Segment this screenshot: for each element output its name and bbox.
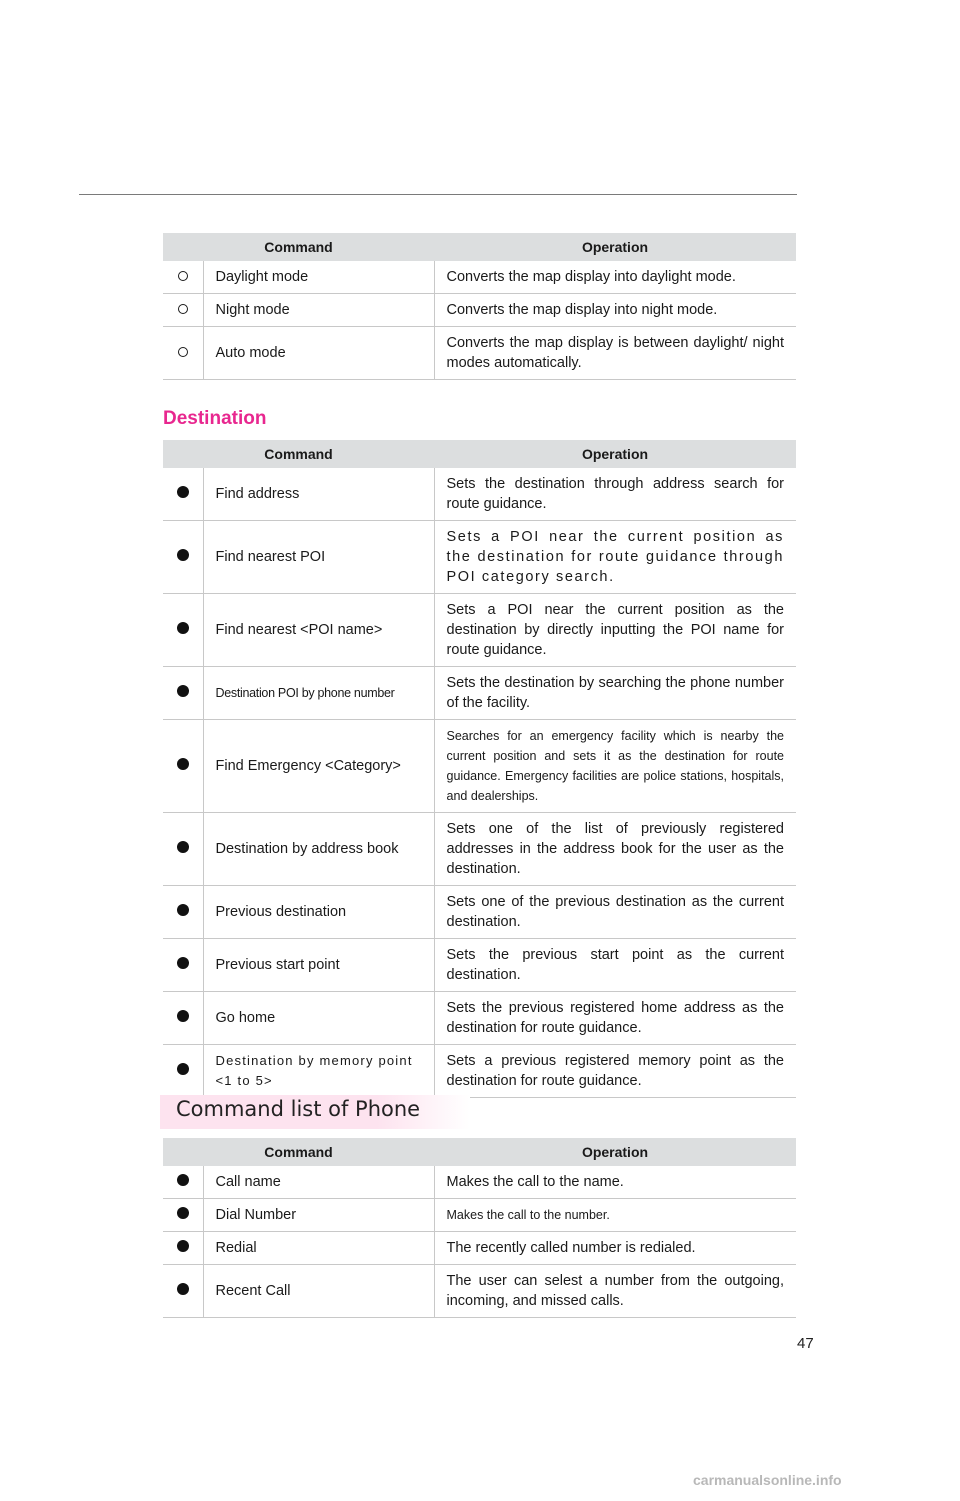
table-header-row bbox=[163, 233, 796, 261]
operation-column-header: Operation bbox=[434, 440, 796, 468]
page-number: 47 bbox=[797, 1335, 814, 1352]
operation-cell: Sets the previous start point as the current destination. bbox=[434, 939, 796, 992]
map-mode-table bbox=[163, 233, 796, 380]
table-row bbox=[163, 521, 796, 594]
operation-cell: Sets one of the list of previously registered addresses in the address book for the user as the destination. bbox=[434, 813, 796, 886]
command-cell: Find Emergency <Category> bbox=[203, 720, 434, 813]
operation-column-header: Operation bbox=[434, 1138, 796, 1166]
command-column-header: Command bbox=[163, 440, 434, 468]
operation-cell: Sets the previous registered home address as the destination for route guidance. bbox=[434, 992, 796, 1045]
command-cell: Recent Call bbox=[203, 1265, 434, 1318]
table-row bbox=[163, 813, 796, 886]
table-row bbox=[163, 468, 796, 521]
filled-bullet-icon bbox=[163, 594, 203, 667]
filled-bullet-icon bbox=[163, 1199, 203, 1232]
phone-section-title: Command list of Phone bbox=[176, 1097, 421, 1121]
filled-bullet-icon bbox=[163, 468, 203, 521]
table-row bbox=[163, 261, 796, 294]
command-cell: Find nearest POI bbox=[203, 521, 434, 594]
command-cell: Daylight mode bbox=[203, 261, 434, 294]
destination-heading: Destination bbox=[163, 408, 267, 429]
table-header-row bbox=[163, 440, 796, 468]
open-bullet-icon bbox=[163, 261, 203, 294]
table-row bbox=[163, 294, 796, 327]
operation-cell: Sets a previous registered memory point as the destination for route guidance. bbox=[434, 1045, 796, 1098]
command-cell: Redial bbox=[203, 1232, 434, 1265]
top-divider bbox=[79, 194, 797, 195]
table-row bbox=[163, 1199, 796, 1232]
table-row bbox=[163, 1232, 796, 1265]
filled-bullet-icon bbox=[163, 1232, 203, 1265]
command-cell: Go home bbox=[203, 992, 434, 1045]
command-column-header: Command bbox=[163, 1138, 434, 1166]
operation-cell: Sets the destination through address search for route guidance. bbox=[434, 468, 796, 521]
command-cell: Find address bbox=[203, 468, 434, 521]
filled-bullet-icon bbox=[163, 813, 203, 886]
operation-cell: Searches for an emergency facility which is nearby the current position and sets it as the destination for route guidance. Emergency facilities are police stations, hospitals, and dealerships. bbox=[434, 720, 796, 813]
table-row bbox=[163, 667, 796, 720]
table-row bbox=[163, 886, 796, 939]
command-cell: Destination by memory point <1 to 5> bbox=[203, 1045, 434, 1098]
filled-bullet-icon bbox=[163, 521, 203, 594]
filled-bullet-icon bbox=[163, 886, 203, 939]
command-cell: Previous destination bbox=[203, 886, 434, 939]
filled-bullet-icon bbox=[163, 720, 203, 813]
destination-table bbox=[163, 440, 796, 1098]
operation-cell: Makes the call to the name. bbox=[434, 1166, 796, 1199]
open-bullet-icon bbox=[163, 294, 203, 327]
command-cell: Night mode bbox=[203, 294, 434, 327]
table-row bbox=[163, 1265, 796, 1318]
filled-bullet-icon bbox=[163, 939, 203, 992]
operation-cell: The user can selest a number from the outgoing, incoming, and missed calls. bbox=[434, 1265, 796, 1318]
filled-bullet-icon bbox=[163, 667, 203, 720]
operation-cell: Sets a POI near the current position as the destination by directly inputting the POI name for route guidance. bbox=[434, 594, 796, 667]
command-cell: Destination POI by phone number bbox=[203, 667, 434, 720]
table-row bbox=[163, 327, 796, 380]
table-row bbox=[163, 939, 796, 992]
table-row bbox=[163, 1045, 796, 1098]
open-bullet-icon bbox=[163, 327, 203, 380]
command-cell: Find nearest <POI name> bbox=[203, 594, 434, 667]
filled-bullet-icon bbox=[163, 1045, 203, 1098]
filled-bullet-icon bbox=[163, 1265, 203, 1318]
filled-bullet-icon bbox=[163, 1166, 203, 1199]
command-cell: Call name bbox=[203, 1166, 434, 1199]
table-header-row bbox=[163, 1138, 796, 1166]
table-row bbox=[163, 594, 796, 667]
watermark: carmanualsonline.info bbox=[693, 1472, 842, 1488]
operation-cell: Converts the map display into daylight mode. bbox=[434, 261, 796, 294]
table-row bbox=[163, 1166, 796, 1199]
operation-cell: Sets a POI near the current position as the destination for route guidance through POI category search. bbox=[434, 521, 796, 594]
command-cell: Auto mode bbox=[203, 327, 434, 380]
operation-cell: Makes the call to the number. bbox=[434, 1199, 796, 1232]
filled-bullet-icon bbox=[163, 992, 203, 1045]
command-column-header: Command bbox=[163, 233, 434, 261]
operation-cell: Converts the map display into night mode. bbox=[434, 294, 796, 327]
command-cell: Previous start point bbox=[203, 939, 434, 992]
table-row bbox=[163, 720, 796, 813]
operation-cell: Sets the destination by searching the phone number of the facility. bbox=[434, 667, 796, 720]
operation-cell: Converts the map display is between daylight/ night modes automatically. bbox=[434, 327, 796, 380]
operation-cell: The recently called number is redialed. bbox=[434, 1232, 796, 1265]
table-row bbox=[163, 992, 796, 1045]
phone-command-table bbox=[163, 1138, 796, 1318]
operation-column-header: Operation bbox=[434, 233, 796, 261]
command-cell: Dial Number bbox=[203, 1199, 434, 1232]
command-cell: Destination by address book bbox=[203, 813, 434, 886]
operation-cell: Sets one of the previous destination as the current destination. bbox=[434, 886, 796, 939]
